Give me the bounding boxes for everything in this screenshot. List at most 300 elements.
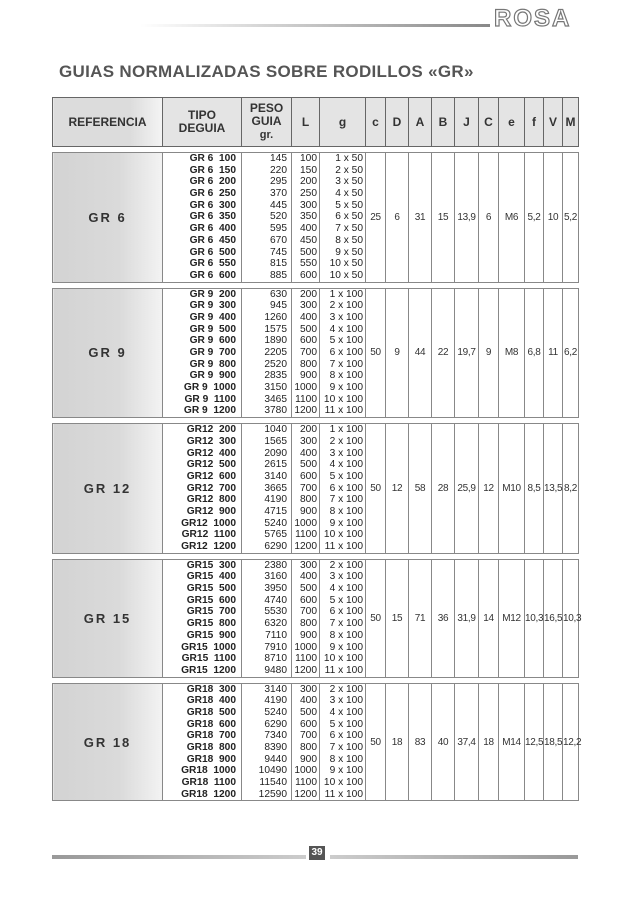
tipo-value: GR18 800 xyxy=(186,742,236,753)
length-value: 200 xyxy=(300,424,317,436)
tipo-value: GR 6 450 xyxy=(189,234,236,246)
peso-value: 10490 xyxy=(258,765,287,777)
g-value: 3 x 100 xyxy=(329,695,363,707)
tipo-value: GR18 1200 xyxy=(181,788,236,800)
g-list xyxy=(320,559,366,677)
length-value: 200 xyxy=(300,176,317,188)
length-value: 600 xyxy=(300,594,317,606)
peso-value: 520 xyxy=(270,211,287,223)
length-value: 1000 xyxy=(294,765,317,777)
dim-C-value: 9 xyxy=(479,288,499,418)
g-value: 8 x 50 xyxy=(335,234,363,246)
peso-value: 11540 xyxy=(259,777,287,789)
length-value: 400 xyxy=(300,571,317,583)
g-value: 10 x 100 xyxy=(323,653,363,665)
header-B: B xyxy=(432,98,455,147)
dim-A-value: 83 xyxy=(409,683,432,801)
peso-value: 2835 xyxy=(264,370,287,382)
length-value: 900 xyxy=(300,505,317,517)
g-value: 11 x 100 xyxy=(324,664,363,676)
length-value: 700 xyxy=(300,347,317,358)
dim-c-value: 50 xyxy=(366,288,386,418)
g-value: 6 x 50 xyxy=(335,211,363,223)
peso-value: 3150 xyxy=(264,382,287,394)
tipo-list xyxy=(163,559,242,677)
tipo-value: GR 6 150 xyxy=(189,164,236,176)
dim-e-value: M12 xyxy=(499,559,525,677)
g-value: 6 x 100 xyxy=(329,730,363,742)
tipo-value: GR 9 700 xyxy=(189,347,236,358)
tipo-value: GR12 1000 xyxy=(181,517,236,529)
dim-J-value: 19,7 xyxy=(455,288,479,418)
peso-value: 630 xyxy=(270,288,287,300)
dim-M-value: 5,2 xyxy=(563,153,579,283)
peso-value: 5240 xyxy=(264,517,287,529)
length-value: 400 xyxy=(300,447,317,459)
tipo-value: GR15 500 xyxy=(186,583,236,595)
g-value: 10 x 50 xyxy=(329,269,363,281)
g-value: 2 x 100 xyxy=(329,683,363,695)
header-c: c xyxy=(366,98,386,147)
g-value: 11 x 100 xyxy=(324,541,363,552)
peso-value: 220 xyxy=(270,164,287,176)
g-value: 5 x 100 xyxy=(329,594,363,606)
group-reference: GR 6 xyxy=(53,153,163,283)
dim-e-value: M10 xyxy=(499,424,525,554)
g-value: 7 x 100 xyxy=(329,358,363,370)
length-value: 400 xyxy=(300,223,317,235)
g-value: 9 x 100 xyxy=(329,382,363,394)
tipo-list xyxy=(163,288,242,418)
tipo-value: GR15 300 xyxy=(186,559,236,571)
g-list xyxy=(320,288,366,418)
tipo-value: GR 9 1100 xyxy=(184,393,236,405)
peso-value: 7910 xyxy=(264,641,287,653)
peso-value: 445 xyxy=(270,199,287,211)
dim-V-value: 13,5 xyxy=(544,424,563,554)
dim-A-value: 44 xyxy=(409,288,432,418)
tipo-value: GR 6 500 xyxy=(189,246,236,258)
tipo-value: GR 6 200 xyxy=(189,176,236,188)
dim-D-value: 12 xyxy=(386,424,409,554)
dim-e-value: M6 xyxy=(499,153,525,283)
header-C: C xyxy=(479,98,499,147)
length-value: 700 xyxy=(300,606,317,618)
peso-value: 12590 xyxy=(258,788,287,800)
peso-value: 3140 xyxy=(264,683,287,695)
length-value: 1200 xyxy=(294,405,317,417)
peso-value: 885 xyxy=(270,269,287,281)
g-value: 5 x 50 xyxy=(335,199,363,211)
peso-value: 5530 xyxy=(264,606,287,618)
tipo-value: GR15 700 xyxy=(186,606,236,618)
dim-V-value: 18,5 xyxy=(544,683,563,801)
group-reference: GR 9 xyxy=(53,288,163,418)
g-value: 2 x 100 xyxy=(329,300,363,312)
dim-e-value: M14 xyxy=(499,683,525,801)
g-value: 4 x 100 xyxy=(329,583,363,595)
tipo-value: GR18 1100 xyxy=(181,777,236,789)
peso-value: 2090 xyxy=(264,447,287,459)
peso-value: 8390 xyxy=(264,742,287,753)
dim-A-value: 71 xyxy=(409,559,432,677)
dim-C-value: 6 xyxy=(479,153,499,283)
dim-f-value: 8,5 xyxy=(525,424,544,554)
peso-list xyxy=(242,288,292,418)
peso-value: 4740 xyxy=(264,594,287,606)
tipo-value: GR 9 500 xyxy=(189,323,236,335)
g-list xyxy=(320,683,366,801)
table-row xyxy=(53,424,579,554)
dim-D-value: 9 xyxy=(386,288,409,418)
length-value: 600 xyxy=(300,335,317,347)
g-value: 7 x 100 xyxy=(329,618,363,630)
peso-value: 2205 xyxy=(264,347,287,358)
header-J: J xyxy=(455,98,479,147)
peso-value: 3465 xyxy=(264,393,287,405)
header-A: A xyxy=(409,98,432,147)
g-value: 1 x 100 xyxy=(329,424,363,436)
g-value: 9 x 100 xyxy=(329,641,363,653)
dim-D-value: 15 xyxy=(386,559,409,677)
peso-value: 3950 xyxy=(264,583,287,595)
length-value: 150 xyxy=(300,164,317,176)
length-list xyxy=(292,153,320,283)
peso-value: 1260 xyxy=(264,311,287,323)
length-value: 1000 xyxy=(294,382,317,394)
g-value: 2 x 100 xyxy=(329,559,363,571)
length-value: 500 xyxy=(300,459,317,471)
peso-value: 815 xyxy=(270,258,287,270)
tipo-value: GR 9 400 xyxy=(189,311,236,323)
guides-table xyxy=(52,97,582,801)
header-tipo: TIPO DEGUIA xyxy=(163,98,242,147)
table-row xyxy=(53,683,579,801)
dim-c-value: 50 xyxy=(366,559,386,677)
peso-value: 145 xyxy=(270,153,287,164)
group-reference: GR 15 xyxy=(53,559,163,677)
tipo-value: GR 6 550 xyxy=(189,258,236,270)
length-value: 1000 xyxy=(294,517,317,529)
footer-rule-right xyxy=(330,855,578,859)
tipo-value: GR12 400 xyxy=(186,447,236,459)
tipo-value: GR 9 1200 xyxy=(183,405,236,417)
length-value: 100 xyxy=(300,153,317,164)
peso-value: 370 xyxy=(270,188,287,200)
dim-C-value: 14 xyxy=(479,559,499,677)
g-value: 2 x 100 xyxy=(329,435,363,447)
dim-f-value: 10,3 xyxy=(525,559,544,677)
peso-value: 3665 xyxy=(264,482,287,494)
peso-value: 1890 xyxy=(264,335,287,347)
header-L: L xyxy=(292,98,320,147)
tipo-value: GR 9 200 xyxy=(189,288,236,300)
length-value: 800 xyxy=(300,358,317,370)
g-value: 7 x 50 xyxy=(335,223,363,235)
dim-V-value: 10 xyxy=(544,153,563,283)
g-value: 7 x 100 xyxy=(329,494,363,506)
tipo-value: GR 6 350 xyxy=(189,211,236,223)
g-list xyxy=(320,153,366,283)
peso-value: 7340 xyxy=(264,730,287,742)
dim-D-value: 18 xyxy=(386,683,409,801)
peso-value: 1575 xyxy=(264,323,287,335)
length-list xyxy=(292,424,320,554)
tipo-value: GR12 900 xyxy=(186,505,236,517)
g-value: 1 x 50 xyxy=(335,153,363,164)
dim-J-value: 37,4 xyxy=(455,683,479,801)
peso-value: 945 xyxy=(270,300,287,312)
tipo-value: GR 9 600 xyxy=(189,335,236,347)
g-value: 11 x 100 xyxy=(324,405,363,417)
tipo-value: GR15 600 xyxy=(186,594,236,606)
peso-value: 1040 xyxy=(264,424,287,436)
dim-M-value: 10,3 xyxy=(563,559,579,677)
g-list xyxy=(320,424,366,554)
peso-list xyxy=(242,153,292,283)
g-value: 4 x 100 xyxy=(329,459,363,471)
tipo-value: GR 6 100 xyxy=(189,153,236,164)
dim-J-value: 25,9 xyxy=(455,424,479,554)
tipo-value: GR12 300 xyxy=(186,435,236,447)
tipo-value: GR15 1100 xyxy=(181,653,236,665)
length-value: 300 xyxy=(300,435,317,447)
length-value: 800 xyxy=(300,494,317,506)
peso-value: 2520 xyxy=(264,358,287,370)
g-value: 3 x 100 xyxy=(329,571,363,583)
length-value: 300 xyxy=(300,300,317,312)
tipo-value: GR15 800 xyxy=(186,618,236,630)
dim-f-value: 12,5 xyxy=(525,683,544,801)
length-value: 600 xyxy=(300,269,317,281)
g-value: 4 x 100 xyxy=(329,323,363,335)
table-header-row xyxy=(53,98,579,147)
length-value: 350 xyxy=(300,211,317,223)
length-value: 500 xyxy=(300,323,317,335)
dim-A-value: 31 xyxy=(409,153,432,283)
dim-B-value: 36 xyxy=(432,559,455,677)
tipo-list xyxy=(163,153,242,283)
dim-c-value: 50 xyxy=(366,683,386,801)
g-value: 4 x 50 xyxy=(335,188,363,200)
g-value: 5 x 100 xyxy=(329,718,363,730)
peso-value: 3160 xyxy=(264,571,287,583)
peso-value: 5240 xyxy=(264,706,287,718)
peso-value: 6290 xyxy=(264,541,287,552)
header-peso: PESO GUIA gr. xyxy=(242,98,292,147)
dim-C-value: 18 xyxy=(479,683,499,801)
g-value: 3 x 100 xyxy=(329,447,363,459)
dim-D-value: 6 xyxy=(386,153,409,283)
length-value: 1200 xyxy=(294,541,317,552)
tipo-value: GR 6 300 xyxy=(189,199,236,211)
dim-B-value: 40 xyxy=(432,683,455,801)
page-number: 39 xyxy=(309,846,325,860)
tipo-value: GR15 1200 xyxy=(181,664,236,676)
tipo-value: GR 6 400 xyxy=(189,223,236,235)
group-reference: GR 12 xyxy=(53,424,163,554)
length-value: 250 xyxy=(300,188,317,200)
peso-value: 5765 xyxy=(264,529,287,541)
header-referencia: REFERENCIA xyxy=(53,98,163,147)
g-value: 5 x 100 xyxy=(329,470,363,482)
length-value: 400 xyxy=(300,311,317,323)
g-value: 6 x 100 xyxy=(329,606,363,618)
length-value: 1100 xyxy=(295,777,317,789)
tipo-value: GR18 700 xyxy=(186,730,236,742)
length-value: 600 xyxy=(300,470,317,482)
dim-B-value: 15 xyxy=(432,153,455,283)
tipo-value: GR12 1100 xyxy=(181,529,236,541)
length-value: 900 xyxy=(300,629,317,641)
peso-value: 670 xyxy=(270,234,287,246)
svg-text:ROSA: ROSA xyxy=(494,5,572,30)
peso-value: 6290 xyxy=(264,718,287,730)
peso-value: 4190 xyxy=(264,494,287,506)
g-value: 10 x 50 xyxy=(329,258,363,270)
peso-value: 3140 xyxy=(264,470,287,482)
peso-value: 745 xyxy=(270,246,287,258)
length-value: 1100 xyxy=(295,529,317,541)
length-value: 200 xyxy=(300,288,317,300)
tipo-value: GR18 400 xyxy=(186,695,236,707)
length-value: 700 xyxy=(300,482,317,494)
tipo-value: GR 9 900 xyxy=(189,370,236,382)
length-value: 500 xyxy=(300,706,317,718)
tipo-value: GR18 900 xyxy=(186,753,236,765)
header-f: f xyxy=(525,98,544,147)
g-value: 8 x 100 xyxy=(329,370,363,382)
dim-C-value: 12 xyxy=(479,424,499,554)
dim-e-value: M8 xyxy=(499,288,525,418)
dim-c-value: 50 xyxy=(366,424,386,554)
length-value: 1100 xyxy=(295,393,317,405)
table-row xyxy=(53,153,579,283)
length-value: 550 xyxy=(300,258,317,270)
peso-value: 595 xyxy=(270,223,287,235)
peso-list xyxy=(242,683,292,801)
dim-c-value: 25 xyxy=(366,153,386,283)
header-D: D xyxy=(386,98,409,147)
peso-value: 1565 xyxy=(264,435,287,447)
peso-value: 2615 xyxy=(264,459,287,471)
dim-B-value: 28 xyxy=(432,424,455,554)
peso-value: 4190 xyxy=(264,695,287,707)
dim-M-value: 8,2 xyxy=(563,424,579,554)
length-value: 500 xyxy=(300,246,317,258)
g-value: 1 x 100 xyxy=(329,288,363,300)
peso-value: 9440 xyxy=(264,753,287,765)
g-value: 3 x 100 xyxy=(329,311,363,323)
g-value: 10 x 100 xyxy=(323,529,363,541)
tipo-value: GR 9 300 xyxy=(189,300,236,312)
g-value: 11 x 100 xyxy=(324,788,363,800)
dim-B-value: 22 xyxy=(432,288,455,418)
peso-value: 2380 xyxy=(264,559,287,571)
dim-f-value: 5,2 xyxy=(525,153,544,283)
peso-value: 3780 xyxy=(264,405,287,417)
length-value: 400 xyxy=(300,695,317,707)
peso-value: 6320 xyxy=(264,618,287,630)
header-g: g xyxy=(320,98,366,147)
peso-value: 9480 xyxy=(264,664,287,676)
dim-J-value: 31,9 xyxy=(455,559,479,677)
tipo-value: GR12 800 xyxy=(186,494,236,506)
table-row xyxy=(53,559,579,677)
g-value: 4 x 100 xyxy=(329,706,363,718)
g-value: 10 x 100 xyxy=(323,393,363,405)
tipo-value: GR12 500 xyxy=(186,459,236,471)
footer-rule-left xyxy=(52,855,306,859)
tipo-value: GR15 400 xyxy=(186,571,236,583)
g-value: 9 x 50 xyxy=(335,246,363,258)
header-e: e xyxy=(499,98,525,147)
peso-value: 8710 xyxy=(264,653,287,665)
table-row xyxy=(53,288,579,418)
tipo-value: GR12 700 xyxy=(186,482,236,494)
g-value: 6 x 100 xyxy=(329,482,363,494)
tipo-value: GR12 1200 xyxy=(181,541,236,552)
tipo-value: GR 9 800 xyxy=(189,358,236,370)
dim-M-value: 6,2 xyxy=(563,288,579,418)
group-reference: GR 18 xyxy=(53,683,163,801)
length-list xyxy=(292,559,320,677)
length-value: 300 xyxy=(300,683,317,695)
length-value: 1200 xyxy=(294,664,317,676)
g-value: 5 x 100 xyxy=(329,335,363,347)
header-rule xyxy=(140,24,490,27)
g-value: 9 x 100 xyxy=(329,765,363,777)
tipo-value: GR12 200 xyxy=(186,424,236,436)
g-value: 10 x 100 xyxy=(323,777,363,789)
peso-value: 7110 xyxy=(265,629,287,641)
peso-list xyxy=(242,424,292,554)
tipo-value: GR15 1000 xyxy=(181,641,236,653)
length-value: 1000 xyxy=(294,641,317,653)
tipo-value: GR 6 250 xyxy=(189,188,236,200)
g-value: 8 x 100 xyxy=(329,505,363,517)
tipo-value: GR18 1000 xyxy=(181,765,236,777)
length-value: 500 xyxy=(300,583,317,595)
dim-J-value: 13,9 xyxy=(455,153,479,283)
g-value: 2 x 50 xyxy=(335,164,363,176)
length-list xyxy=(292,288,320,418)
tipo-value: GR18 300 xyxy=(186,683,236,695)
tipo-list xyxy=(163,424,242,554)
length-value: 1200 xyxy=(294,788,317,800)
g-value: 8 x 100 xyxy=(329,753,363,765)
dim-f-value: 6,8 xyxy=(525,288,544,418)
length-value: 800 xyxy=(300,618,317,630)
page-title: GUIAS NORMALIZADAS SOBRE RODILLOS «GR» xyxy=(59,62,474,81)
g-value: 6 x 100 xyxy=(329,347,363,358)
tipo-value: GR12 600 xyxy=(186,470,236,482)
length-list xyxy=(292,683,320,801)
g-value: 9 x 100 xyxy=(329,517,363,529)
dim-A-value: 58 xyxy=(409,424,432,554)
peso-list xyxy=(242,559,292,677)
length-value: 900 xyxy=(300,753,317,765)
dim-V-value: 11 xyxy=(544,288,563,418)
tipo-value: GR18 600 xyxy=(186,718,236,730)
dim-V-value: 16,5 xyxy=(544,559,563,677)
tipo-list xyxy=(163,683,242,801)
header-M: M xyxy=(563,98,579,147)
length-value: 450 xyxy=(300,234,317,246)
length-value: 300 xyxy=(300,559,317,571)
tipo-value: GR 9 1000 xyxy=(183,382,236,394)
length-value: 900 xyxy=(300,370,317,382)
